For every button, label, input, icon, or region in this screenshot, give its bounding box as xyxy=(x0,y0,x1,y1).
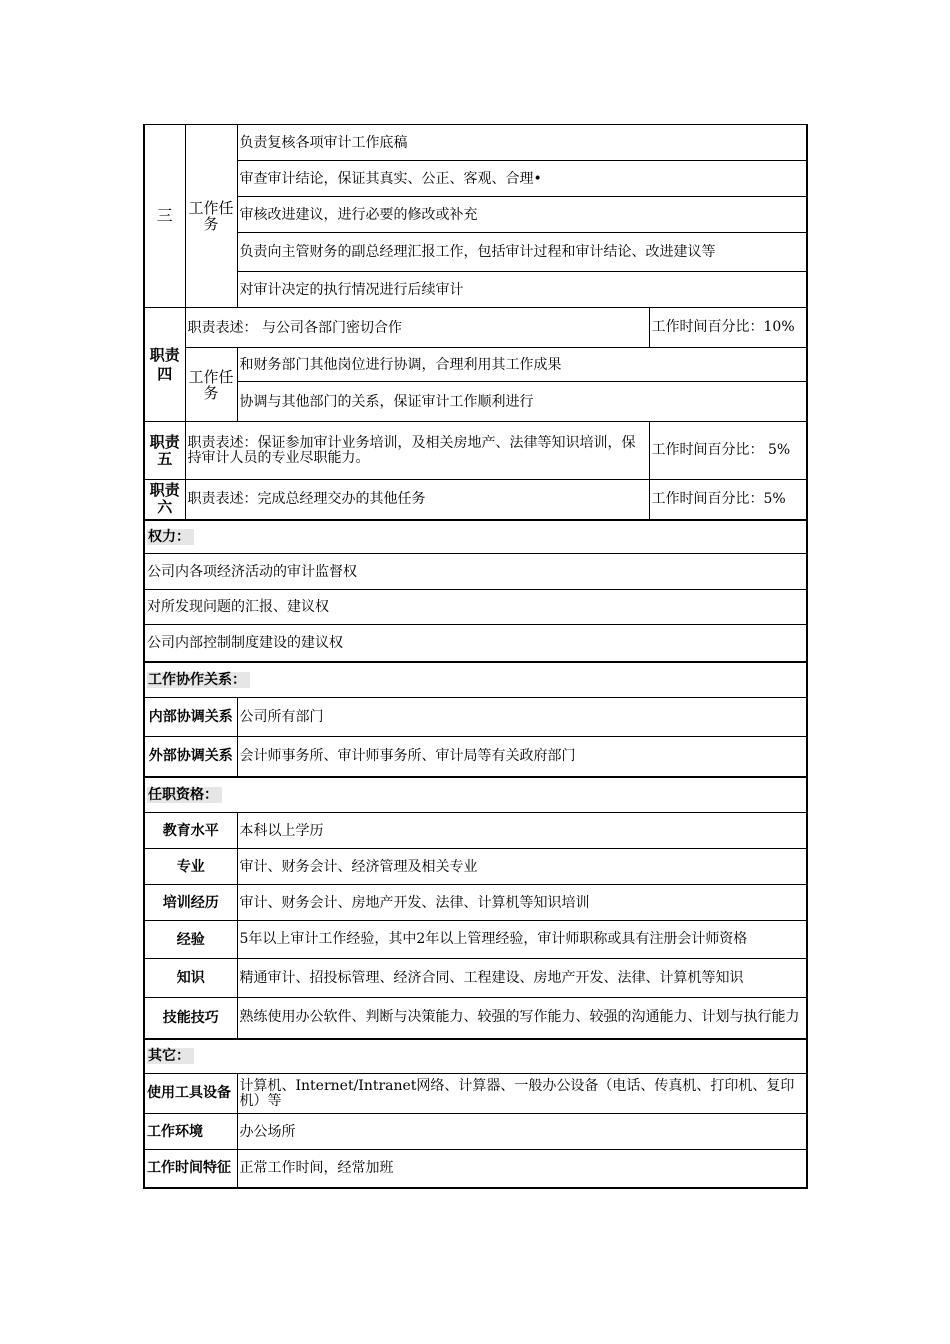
duty4-task-1: 和财务部门其他岗位进行协调，合理利用其工作成果 xyxy=(237,348,807,382)
duty3-task-3: 审核改进建议，进行必要的修改或补充 xyxy=(237,197,807,233)
duty3-task-1: 负责复核各项审计工作底稿 xyxy=(237,125,807,161)
power-item-2: 对所发现问题的汇报、建议权 xyxy=(144,590,807,625)
duty4-time-percent: 工作时间百分比：10% xyxy=(649,308,807,348)
duty3-number: 三 xyxy=(144,125,185,308)
tools-label: 使用工具设备 xyxy=(144,1074,237,1114)
power-item-3: 公司内部控制制度建设的建议权 xyxy=(144,625,807,662)
duty4-description: 职责表述： 与公司各部门密切合作 xyxy=(185,308,649,348)
environment-value: 办公场所 xyxy=(237,1114,807,1150)
duty6-number: 职责六 xyxy=(144,480,185,520)
duty3-task-2: 审查审计结论，保证其真实、公正、客观、合理• xyxy=(237,161,807,197)
internal-relations-value: 公司所有部门 xyxy=(237,698,807,737)
education-value: 本科以上学历 xyxy=(237,813,807,849)
external-relations-value: 会计师事务所、审计师事务所、审计局等有关政府部门 xyxy=(237,737,807,777)
relations-section-title: 工作协作关系： xyxy=(144,662,807,698)
work-hours-value: 正常工作时间，经常加班 xyxy=(237,1150,807,1188)
duty5-description: 职责表述：保证参加审计业务培训，及相关房地产、法律等知识培训，保持审计人员的专业尽职能力。 xyxy=(185,422,649,480)
training-value: 审计、财务会计、房地产开发、法律、计算机等知识培训 xyxy=(237,885,807,921)
other-section-title: 其它： xyxy=(144,1039,807,1074)
major-value: 审计、财务会计、经济管理及相关专业 xyxy=(237,849,807,885)
duty4-number: 职责四 xyxy=(144,308,185,422)
power-item-1: 公司内各项经济活动的审计监督权 xyxy=(144,554,807,590)
job-description-sheet xyxy=(143,124,806,1189)
qualifications-section-title: 任职资格： xyxy=(144,777,807,813)
training-label: 培训经历 xyxy=(144,885,237,921)
duty5-time-percent: 工作时间百分比： 5% xyxy=(649,422,807,480)
duty3-task-4: 负责向主管财务的副总经理汇报工作，包括审计过程和审计结论、改进建议等 xyxy=(237,233,807,272)
work-hours-label: 工作时间特征 xyxy=(144,1150,237,1188)
tools-value: 计算机、Internet/Intranet网络、计算器、一般办公设备（电话、传真机、打印机、复印机）等 xyxy=(237,1074,807,1114)
duty3-task-5: 对审计决定的执行情况进行后续审计 xyxy=(237,272,807,308)
duty4-task-2: 协调与其他部门的关系，保证审计工作顺利进行 xyxy=(237,382,807,422)
experience-label: 经验 xyxy=(144,921,237,959)
environment-label: 工作环境 xyxy=(144,1114,237,1150)
duty6-description: 职责表述：完成总经理交办的其他任务 xyxy=(185,480,649,520)
duty6-time-percent: 工作时间百分比：5% xyxy=(649,480,807,520)
experience-value: 5年以上审计工作经验，其中2年以上管理经验，审计师职称或具有注册会计师资格 xyxy=(237,921,807,959)
knowledge-value: 精通审计、招投标管理、经济合同、工程建设、房地产开发、法律、计算机等知识 xyxy=(237,959,807,998)
duty3-task-label: 工作任务 xyxy=(185,125,237,308)
external-relations-label: 外部协调关系 xyxy=(144,737,237,777)
duty5-number: 职责五 xyxy=(144,422,185,480)
internal-relations-label: 内部协调关系 xyxy=(144,698,237,737)
duty4-task-label: 工作任务 xyxy=(185,348,237,422)
power-section-title: 权力： xyxy=(144,520,807,554)
skills-value: 熟练使用办公软件、判断与决策能力、较强的写作能力、较强的沟通能力、计划与执行能力 xyxy=(237,998,807,1039)
skills-label: 技能技巧 xyxy=(144,998,237,1039)
knowledge-label: 知识 xyxy=(144,959,237,998)
education-label: 教育水平 xyxy=(144,813,237,849)
job-description-table xyxy=(143,124,808,1189)
major-label: 专业 xyxy=(144,849,237,885)
